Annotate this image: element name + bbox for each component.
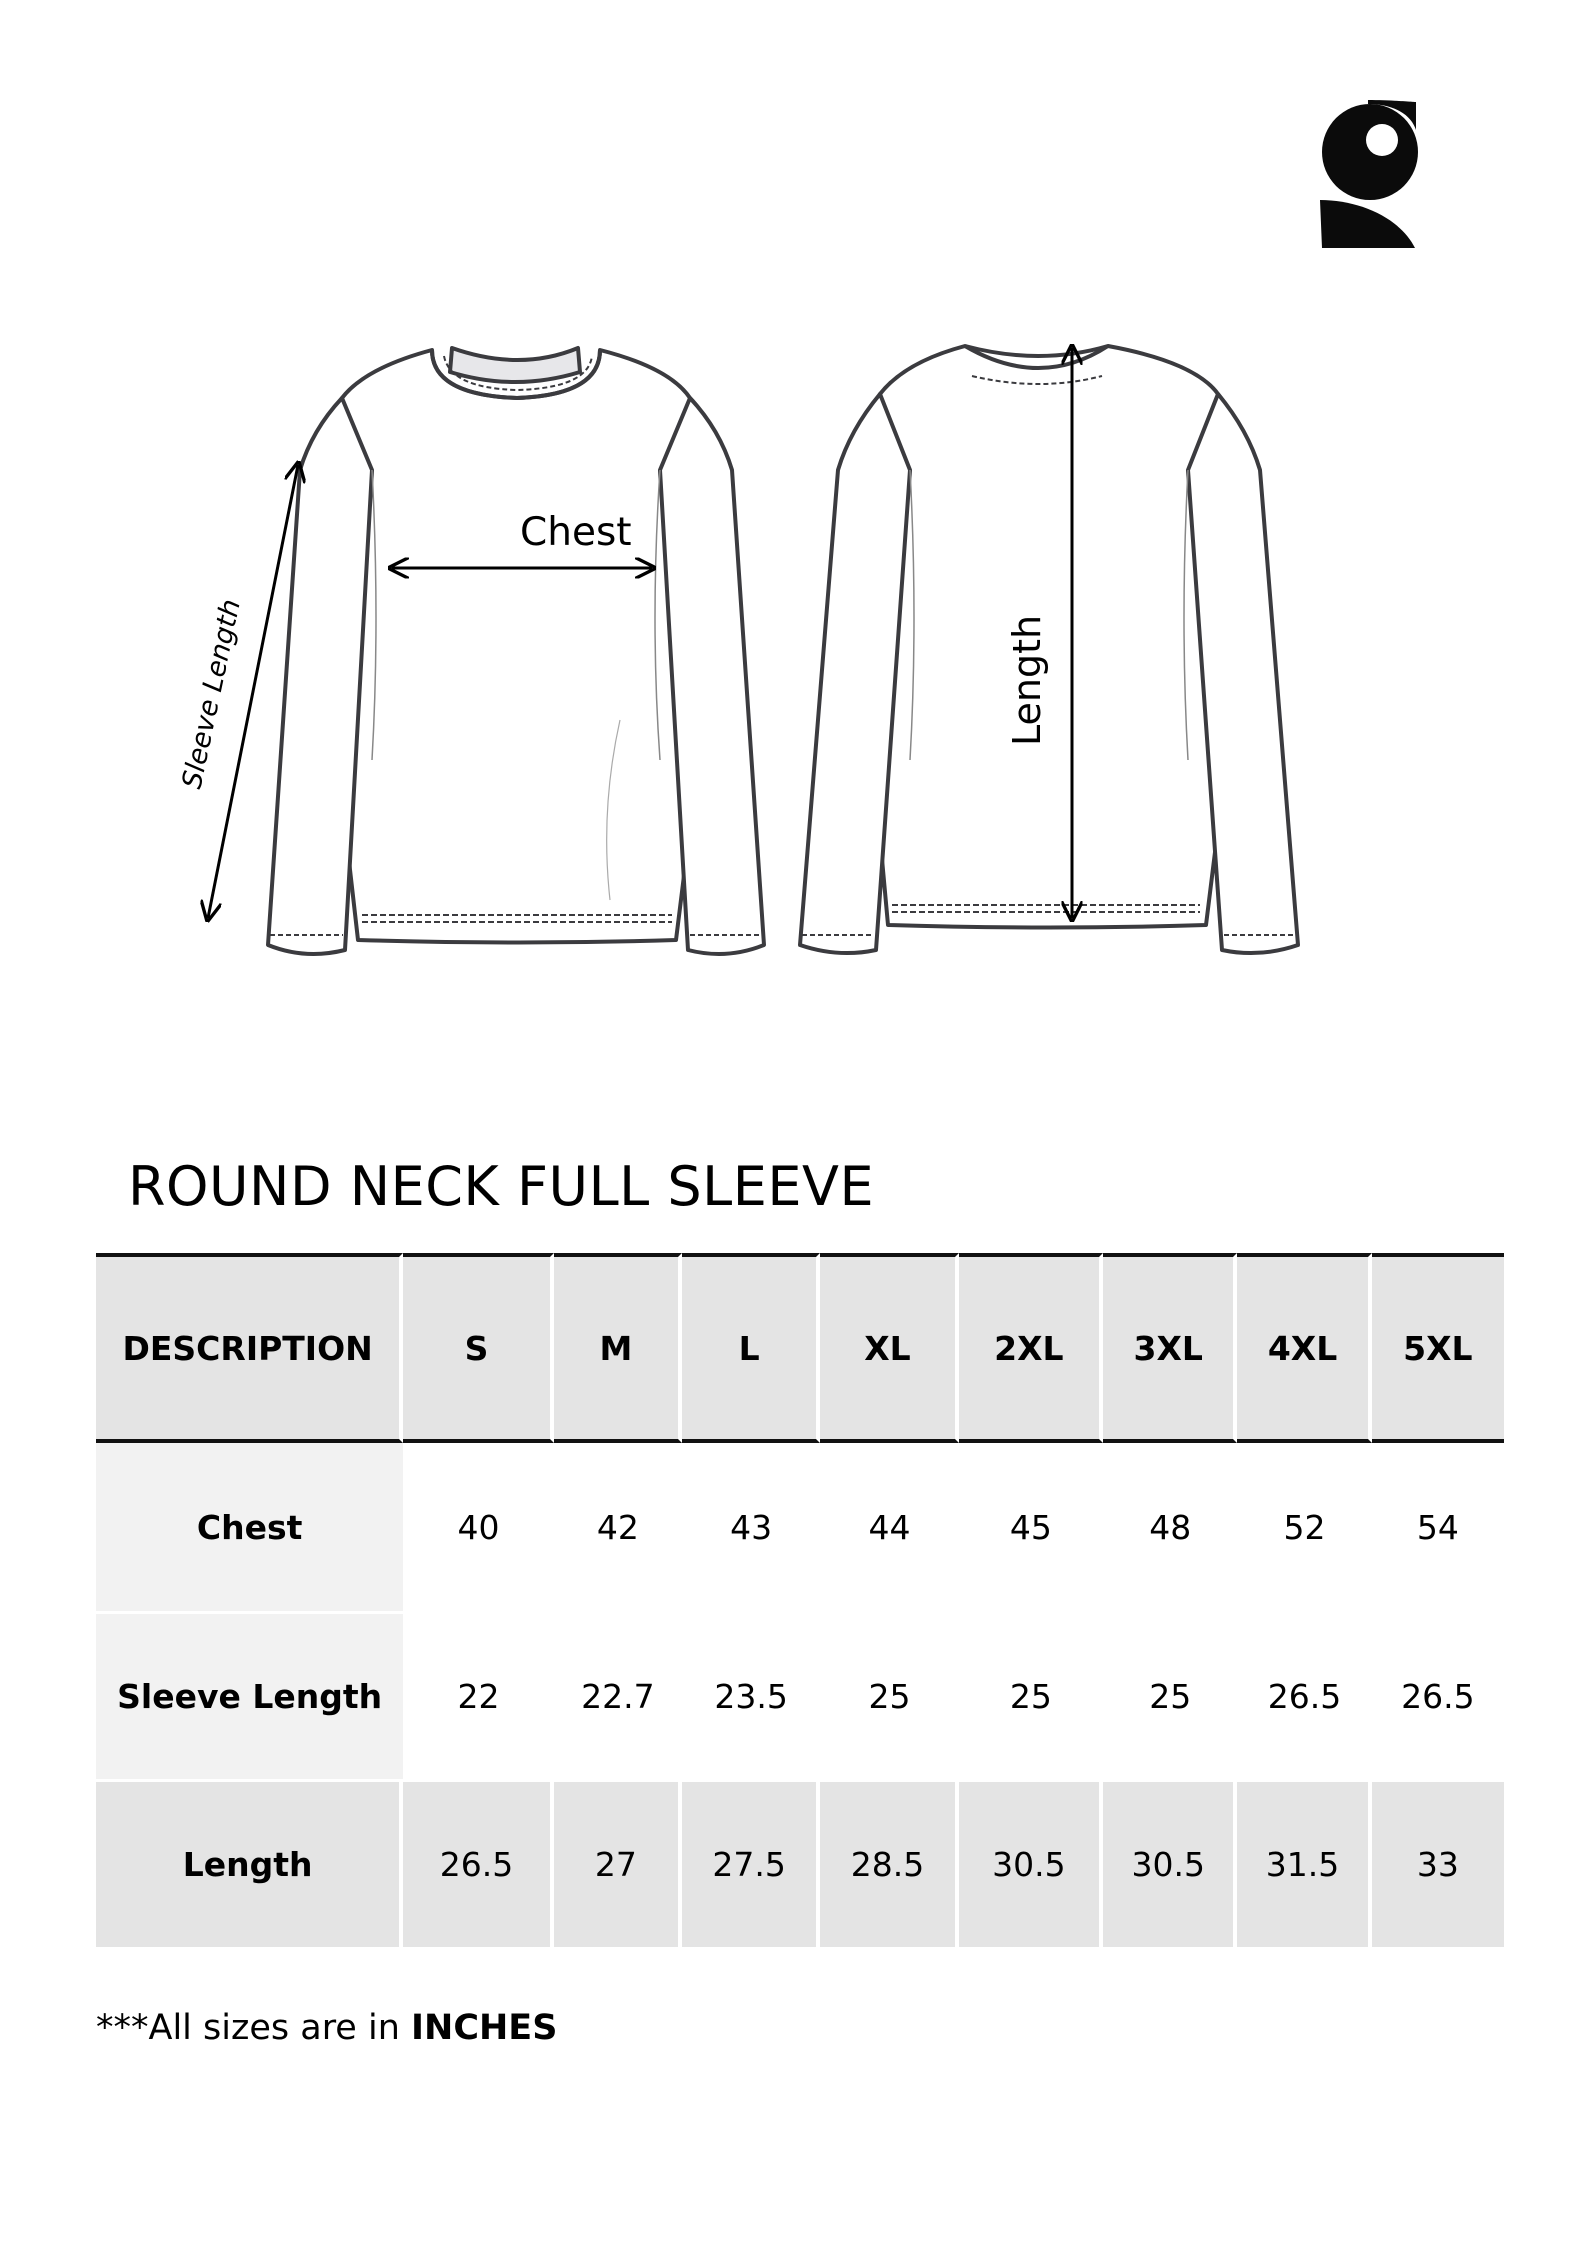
table-cell: 45 (1009, 1507, 1052, 1547)
header-size: 5XL (1372, 1253, 1504, 1443)
table-cell: 22.7 (554, 1611, 682, 1779)
table-cell: 26.5 (1372, 1611, 1504, 1779)
table-cell: 25 (959, 1611, 1103, 1779)
header-size: S (403, 1253, 554, 1443)
units-note-emphasis: INCHES (411, 2008, 558, 2048)
table-cell: 52 (1283, 1507, 1326, 1547)
table-cell: 30.5 (1103, 1779, 1237, 1947)
table-cell: 40 (457, 1507, 500, 1547)
table-row (96, 1443, 1504, 1611)
table-cell: 43 (730, 1507, 773, 1547)
table-cell: 33 (1372, 1779, 1504, 1947)
units-note-prefix: ***All sizes are in (96, 2008, 411, 2048)
row-label: Chest (96, 1443, 403, 1611)
front-shirt-illustration (268, 348, 764, 954)
table-cell: 31.5 (1237, 1779, 1371, 1947)
table-cell: 22 (403, 1611, 554, 1779)
table-row (96, 1611, 1504, 1779)
header-size: M (554, 1253, 682, 1443)
back-shirt-illustration (800, 346, 1298, 953)
garment-diagram (0, 0, 1587, 1000)
table-cell: 48 (1149, 1507, 1192, 1547)
length-label: Length (1005, 614, 1049, 746)
table-cell: 42 (596, 1507, 639, 1547)
row-label: Length (96, 1779, 403, 1947)
header-size: 3XL (1103, 1253, 1237, 1443)
row-label: Sleeve Length (96, 1611, 403, 1779)
table-cell: 25 (1103, 1611, 1237, 1779)
header-size: XL (820, 1253, 958, 1443)
table-cell: 54 (1416, 1507, 1459, 1547)
table-cell: 27 (554, 1779, 682, 1947)
table-cell: 27.5 (682, 1779, 820, 1947)
table-row (96, 1779, 1504, 1947)
chest-label: Chest (520, 510, 632, 555)
sleeve-length-label: Sleeve Length (176, 596, 247, 792)
table-header-row (96, 1253, 1504, 1443)
table-cell: 25 (820, 1611, 958, 1779)
table-cell: 28.5 (820, 1779, 958, 1947)
size-chart-table (96, 1253, 1504, 1947)
header-size: 2XL (959, 1253, 1103, 1443)
header-description: DESCRIPTION (96, 1253, 403, 1443)
table-cell: 26.5 (1237, 1611, 1371, 1779)
units-note (96, 2008, 557, 2048)
table-cell: 26.5 (403, 1779, 554, 1947)
table-cell: 23.5 (682, 1611, 820, 1779)
header-size: L (682, 1253, 820, 1443)
table-cell: 44 (868, 1507, 911, 1547)
header-size: 4XL (1237, 1253, 1371, 1443)
table-cell: 30.5 (959, 1779, 1103, 1947)
page-title: ROUND NECK FULL SLEEVE (128, 1155, 875, 1218)
